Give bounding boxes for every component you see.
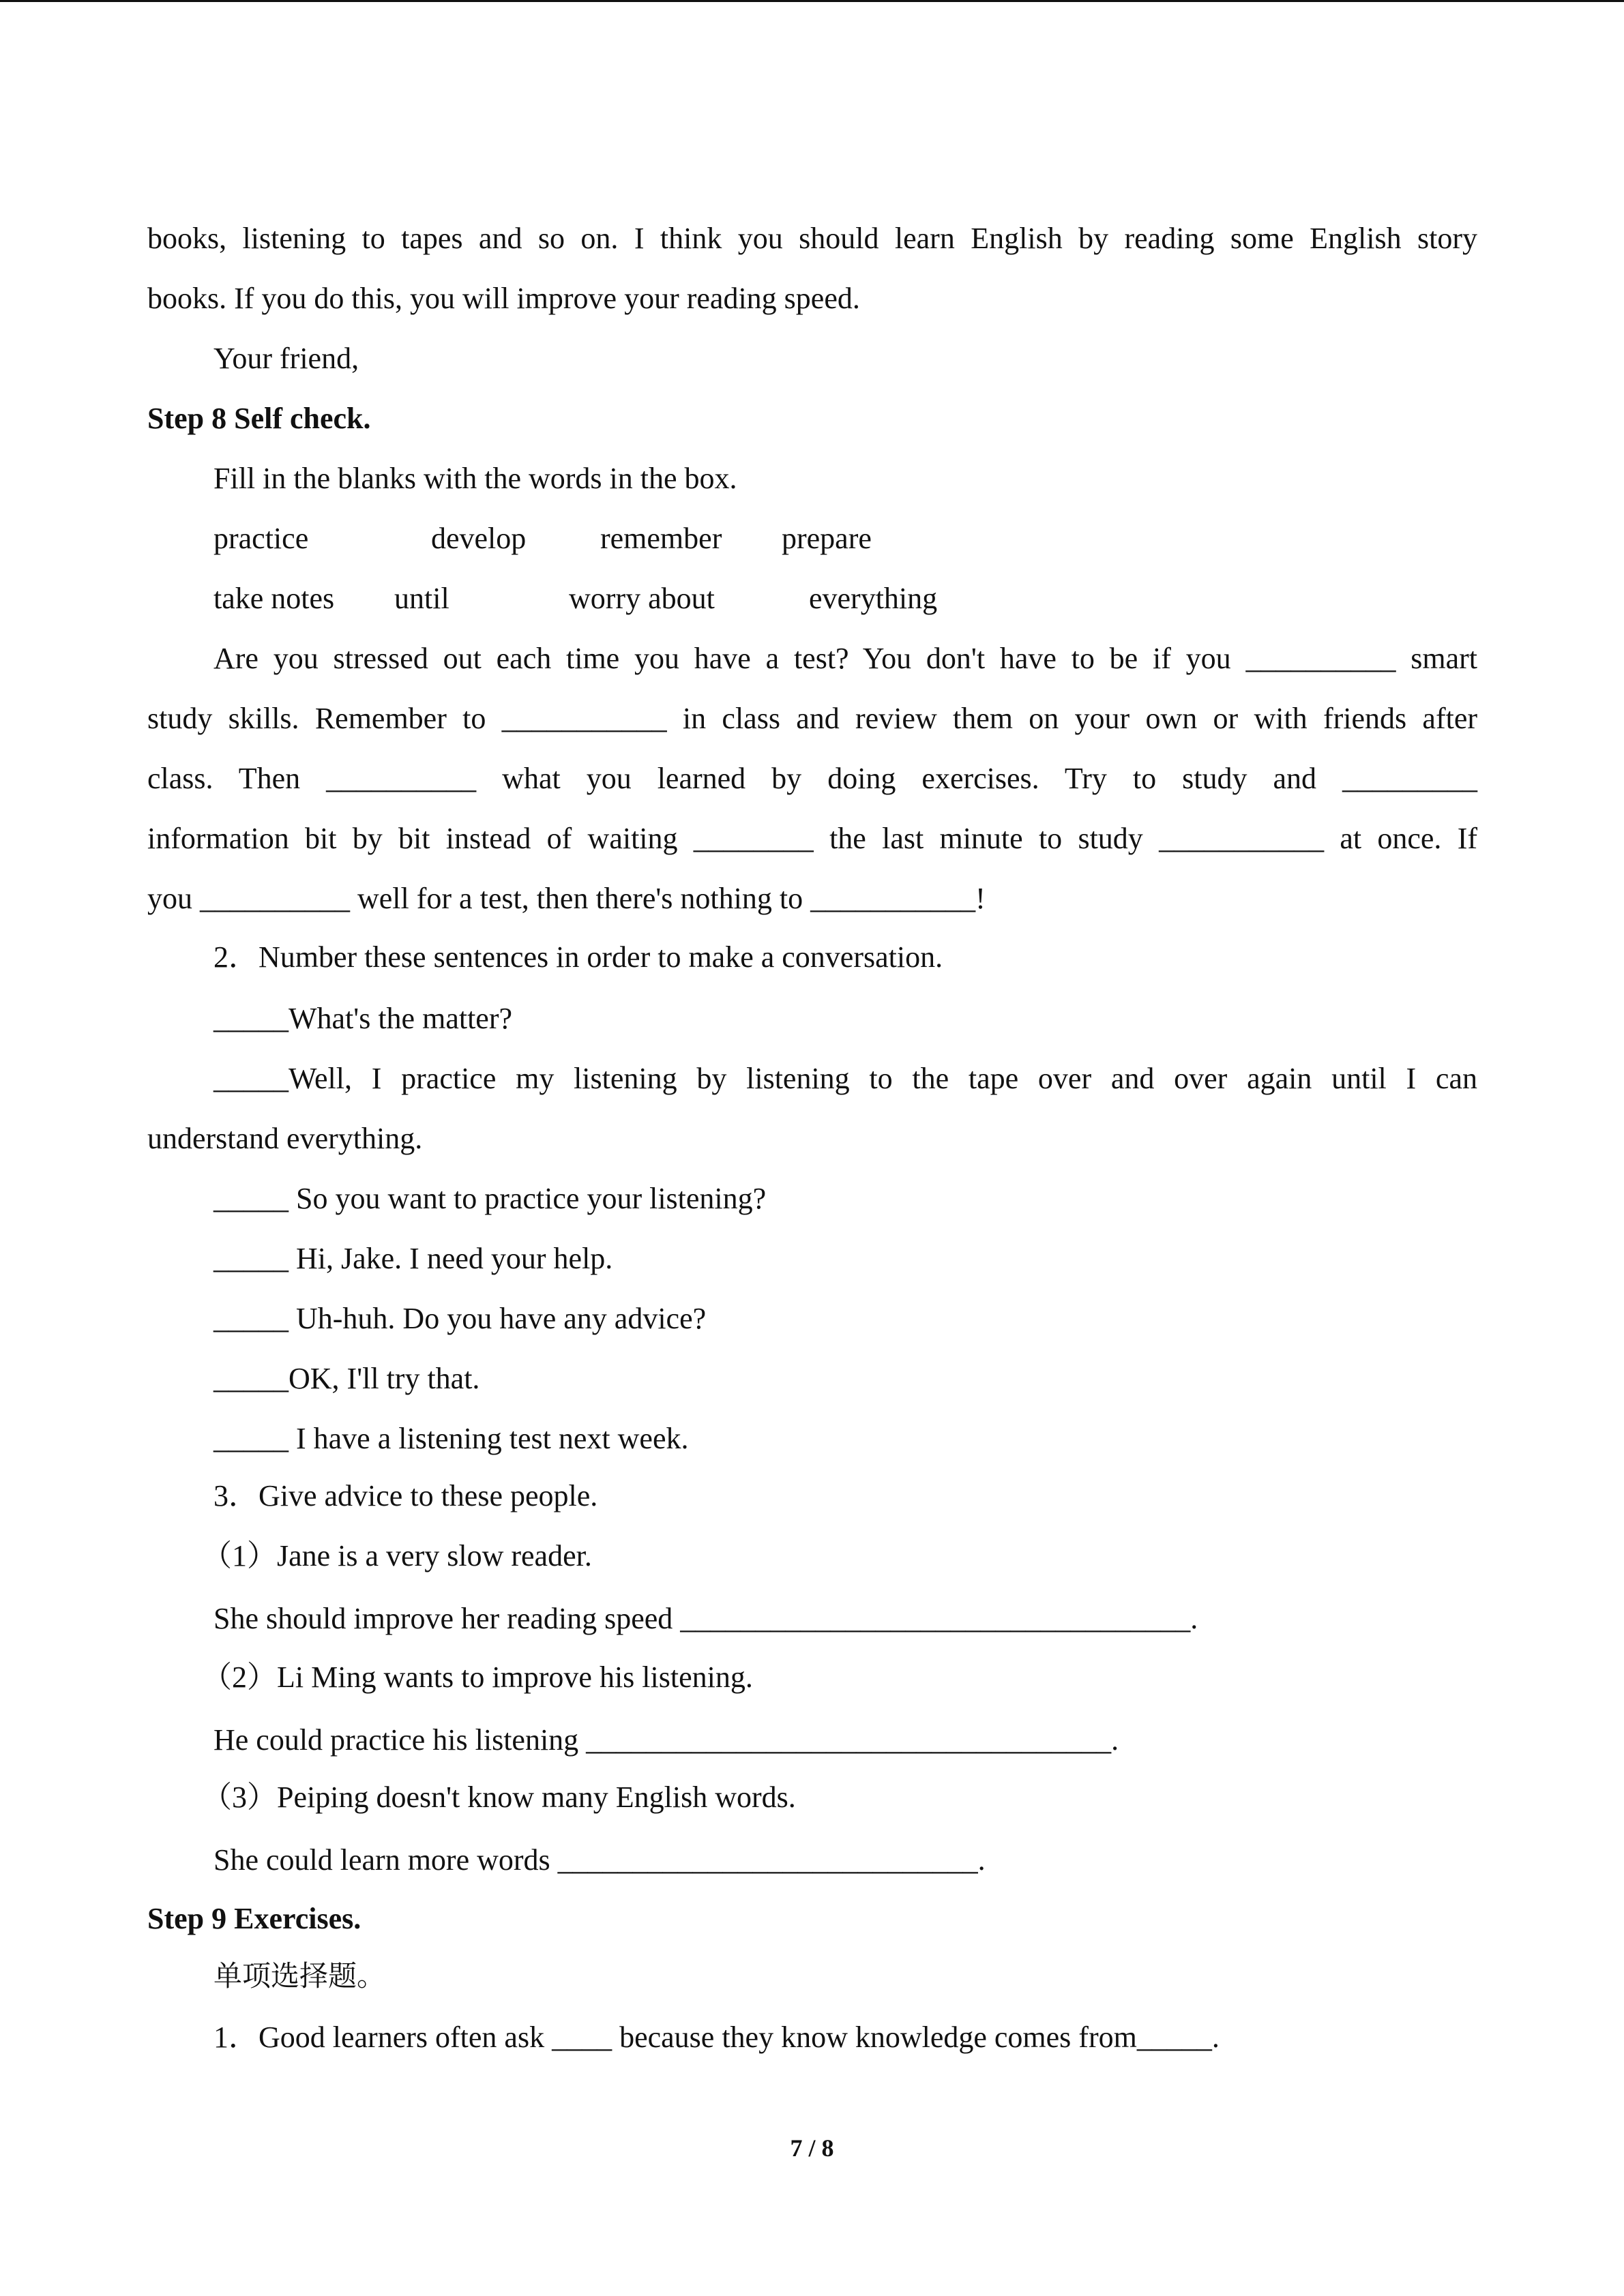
q3-prompt: （1）Jane is a very slow reader. [202, 1539, 592, 1572]
q3-title: 3．Give advice to these people. [213, 1479, 598, 1512]
word-box-item: prepare [782, 522, 872, 555]
q3-answer-line: He could practice his listening ___________________________________. [213, 1723, 1119, 1757]
q3-prompt: （3）Peiping doesn't know many English words. [202, 1780, 796, 1814]
step9-question-1: 1．Good learners often ask ____ because they know knowledge comes from_____. [213, 2021, 1220, 2054]
q2-item: _____ Uh-huh. Do you have any advice? [213, 1302, 707, 1335]
q2-item: _____ I have a listening test next week. [213, 1422, 689, 1455]
q3-answer-line: She should improve her reading speed __________________________________. [213, 1602, 1198, 1635]
passage-line-2: study skills. Remember to ___________ in class and review them on your own or with friends after [147, 702, 1477, 735]
word-box-row-2 [147, 578, 1477, 619]
q3-prompt: （2）Li Ming wants to improve his listening. [202, 1660, 753, 1694]
q2-item: _____OK, I'll try that. [213, 1362, 480, 1395]
q2-item: _____ Hi, Jake. I need your help. [213, 1242, 613, 1275]
q2-title: 2．Number these sentences in order to make a conversation. [213, 940, 943, 974]
q3-answer-line: She could learn more words ____________________________. [213, 1843, 986, 1877]
step9-heading: Step 9 Exercises. [147, 1902, 361, 1935]
page-number: 7 / 8 [790, 2134, 834, 2162]
passage-line-1: Are you stressed out each time you have a test? You don't have to be if you __________ smart [213, 642, 1477, 675]
q2-item: _____Well, I practice my listening by listening to the tape over and over again until I can [213, 1062, 1477, 1095]
passage-line-4: information bit by bit instead of waiting ________ the last minute to study ___________ at once. If [147, 822, 1477, 855]
q2-item: _____What's the matter? [213, 1002, 513, 1035]
intro-line-1: books, listening to tapes and so on. I think you should learn English by reading some English story [147, 222, 1477, 255]
passage-line-5: you __________ well for a test, then there's nothing to ___________! [147, 882, 986, 915]
q2-item-continued: understand everything. [147, 1122, 423, 1155]
word-box-item: practice [213, 522, 309, 555]
word-box-item: take notes [213, 582, 335, 615]
step8-heading: Step 8 Self check. [147, 402, 371, 435]
q2-item: _____ So you want to practice your listening? [213, 1182, 767, 1215]
top-border-line [0, 0, 1624, 2]
word-box-row-1 [147, 518, 1477, 559]
passage-line-3: class. Then __________ what you learned by doing exercises. Try to study and _________ [147, 762, 1477, 795]
word-box-item: develop [431, 522, 527, 555]
intro-line-2: books. If you do this, you will improve your reading speed. [147, 282, 860, 315]
word-box-item: worry about [569, 582, 715, 615]
letter-closing: Your friend, [213, 342, 359, 375]
step8-instruction: Fill in the blanks with the words in the box. [213, 462, 737, 495]
word-box-item: remember [600, 522, 722, 555]
word-box-item: until [394, 582, 449, 615]
step9-instruction: 单项选择题。 [213, 1959, 386, 1993]
word-box-item: everything [809, 582, 938, 615]
